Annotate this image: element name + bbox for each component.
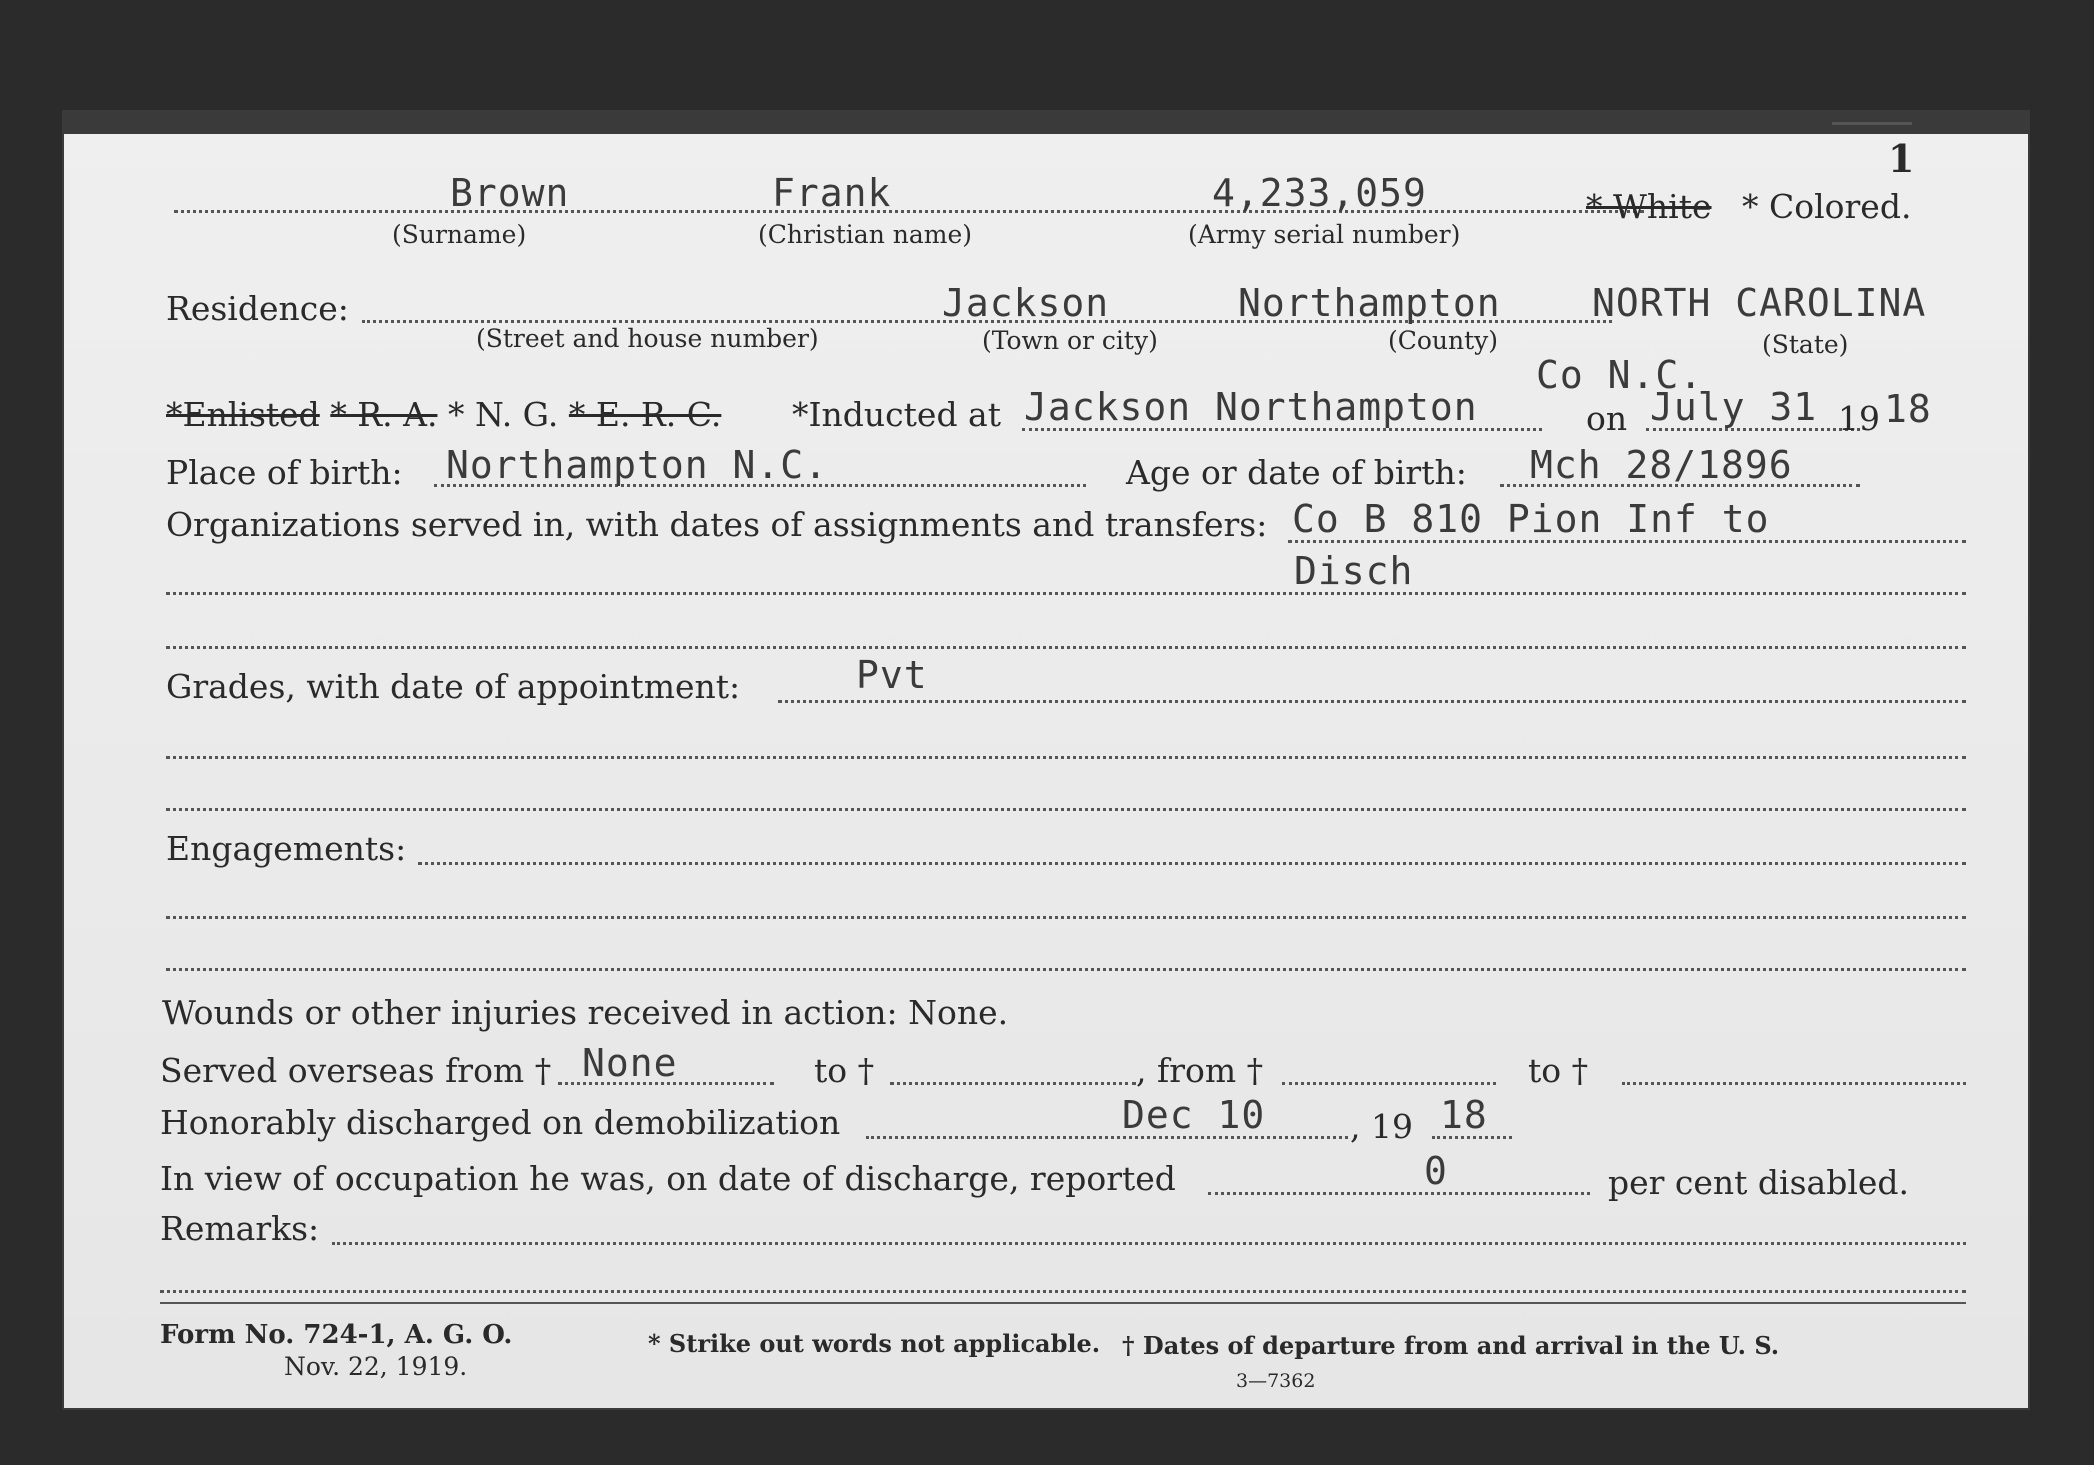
dates-note: † Dates of departure from and arrival in the U. S. (1122, 1331, 1780, 1360)
discharge-year-prefix: , 19 (1350, 1107, 1413, 1146)
serial-number-value: 4,233,059 (1212, 171, 1427, 215)
wounds-text: Wounds or other injuries received in action: None. (162, 993, 1009, 1032)
serial-caption: (Army serial number) (1188, 220, 1461, 249)
birth-place-value: Northampton N.C. (446, 443, 829, 487)
on-label: on (1586, 399, 1628, 438)
residence-label: Residence: (166, 289, 349, 328)
surname-caption: (Surname) (392, 220, 527, 249)
organizations-value1: Co B 810 Pion Inf to (1292, 497, 1770, 541)
discharge-year-suffix: 18 (1440, 1093, 1488, 1137)
ra-label: * R. A. (330, 395, 438, 434)
ng-label: * N. G. (447, 395, 559, 434)
colored-label: * Colored. (1742, 187, 1912, 226)
residence-county: Northampton (1238, 281, 1501, 325)
engagements-line2 (166, 916, 1966, 919)
white-label: * White (1586, 187, 1712, 226)
card-top-edge (62, 110, 2030, 134)
discharge-date: Dec 10 (1122, 1093, 1266, 1137)
print-code: 3—7362 (1236, 1370, 1316, 1392)
strike-note: * Strike out words not applicable. (648, 1329, 1101, 1358)
overseas-to2-label: to † (1528, 1051, 1589, 1090)
inducted-date: July 31 (1650, 385, 1818, 429)
grades-label: Grades, with date of appointment: (166, 667, 741, 706)
street-caption: (Street and house number) (476, 324, 819, 353)
corner-rule (1832, 122, 1912, 125)
remarks-label: Remarks: (160, 1209, 320, 1248)
inducted-place-suffix: Co N.C. (1536, 353, 1704, 397)
grades-value: Pvt (856, 653, 928, 697)
form-date: Nov. 22, 1919. (284, 1352, 468, 1381)
overseas-to-label: to † (814, 1051, 875, 1090)
inducted-year-suffix: 18 (1884, 387, 1932, 431)
surname-value: Brown (450, 171, 570, 215)
card-number: 1 (1888, 136, 1915, 181)
grades-line3 (166, 808, 1966, 811)
disability-suffix: per cent disabled. (1608, 1163, 1910, 1202)
form-number: Form No. 724-1, A. G. O. (160, 1320, 513, 1350)
residence-state: NORTH CAROLINA (1592, 281, 1927, 325)
service-record-card (62, 110, 2030, 1410)
residence-town: Jackson (942, 281, 1110, 325)
overseas-from2-line (1282, 1082, 1496, 1085)
disability-label: In view of occupation he was, on date of discharge, reported (160, 1159, 1176, 1198)
remarks-line2 (160, 1290, 1966, 1293)
organizations-label: Organizations served in, with dates of assignments and transfers: (166, 505, 1268, 544)
inducted-year-prefix: 19 (1838, 399, 1880, 438)
overseas-from2-label: , from † (1136, 1051, 1264, 1090)
organizations-value2: Disch (1294, 549, 1414, 593)
grades-line2 (166, 756, 1966, 759)
engagements-line1 (418, 862, 1966, 865)
remarks-line1 (332, 1242, 1966, 1245)
christian-name-value: Frank (772, 171, 892, 215)
state-caption: (State) (1762, 330, 1849, 359)
grades-line1 (778, 700, 1966, 703)
inducted-place: Jackson Northampton (1024, 385, 1478, 429)
inducted-label: *Inducted at (792, 395, 1001, 434)
engagements-line3 (166, 968, 1966, 971)
overseas-to-line (890, 1082, 1136, 1085)
birth-date-label: Age or date of birth: (1126, 453, 1467, 492)
county-caption: (County) (1388, 326, 1499, 355)
disability-value: 0 (1424, 1149, 1448, 1193)
engagements-label: Engagements: (166, 829, 407, 868)
disability-line (1208, 1192, 1590, 1195)
overseas-label: Served overseas from † (160, 1051, 552, 1090)
christian-caption: (Christian name) (758, 220, 973, 249)
erc-label: * E. R. C. (568, 395, 722, 434)
town-caption: (Town or city) (982, 326, 1158, 355)
overseas-from-value: None (582, 1041, 678, 1085)
birth-place-label: Place of birth: (166, 453, 403, 492)
discharge-label: Honorably discharged on demobilization (160, 1103, 841, 1142)
organizations-line3 (166, 646, 1966, 649)
overseas-to2-line (1622, 1082, 1966, 1085)
organizations-line2 (166, 592, 1966, 595)
discharge-date-line (866, 1136, 1348, 1139)
footer-rule (160, 1302, 1966, 1304)
enlisted-label: *Enlisted (166, 395, 320, 434)
birth-date-value: Mch 28/1896 (1530, 443, 1793, 487)
